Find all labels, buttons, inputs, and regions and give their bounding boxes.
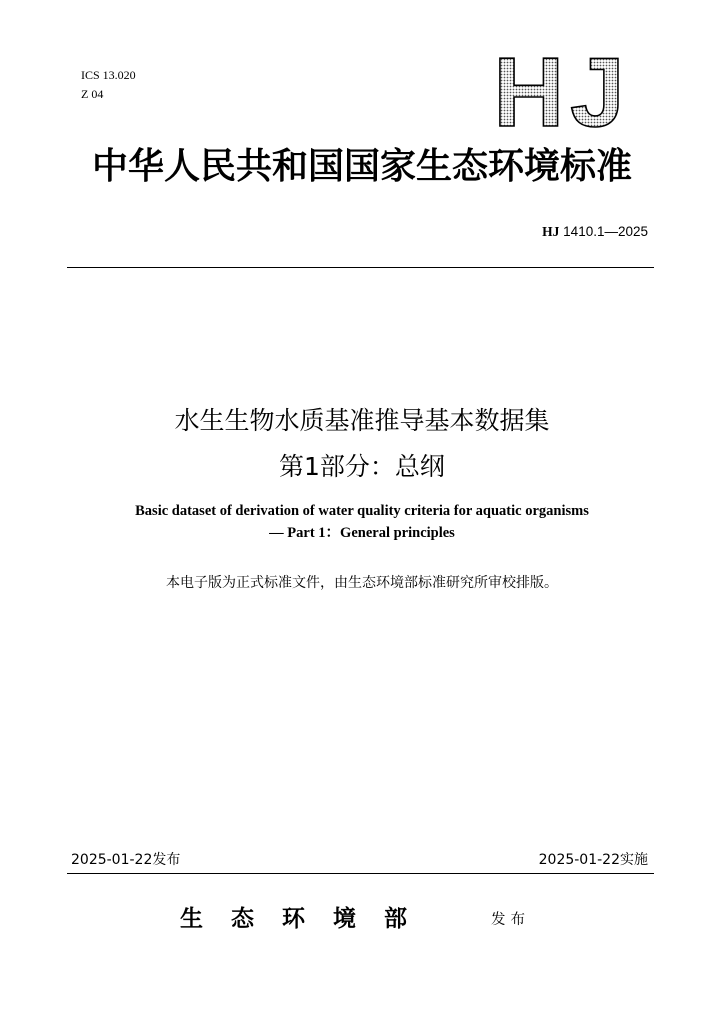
standard-number	[542, 223, 648, 241]
footer-divider	[67, 873, 654, 874]
header-divider	[67, 267, 654, 268]
publish-label: 发布	[491, 912, 530, 928]
ics-code: ICS 13.020	[81, 68, 136, 82]
publisher-name: 生态环境部	[180, 905, 435, 932]
ccs-code: Z 04	[81, 87, 104, 101]
issue-date: 2025-01-22发布	[71, 852, 181, 868]
english-title-line1: Basic dataset of derivation of water quality criteria for aquatic organisms	[135, 503, 589, 519]
english-title-line2: — Part 1：General principles	[269, 525, 455, 541]
hj-logo	[488, 52, 636, 128]
edition-note: 本电子版为正式标准文件，由生态环境部标准研究所审校排版。	[166, 575, 558, 591]
standard-number-rest: 1410.1—2025	[559, 224, 648, 239]
implementation-date: 2025-01-22实施	[538, 852, 648, 868]
standard-title: 中华人民共和国国家生态环境标准	[91, 146, 632, 187]
document-title-line2: 第1部分：总纲	[279, 452, 445, 481]
document-title-line1: 水生生物水质基准推导基本数据集	[174, 406, 550, 435]
logo-text: HJ	[493, 52, 631, 128]
standard-number-code: HJ	[542, 224, 560, 239]
